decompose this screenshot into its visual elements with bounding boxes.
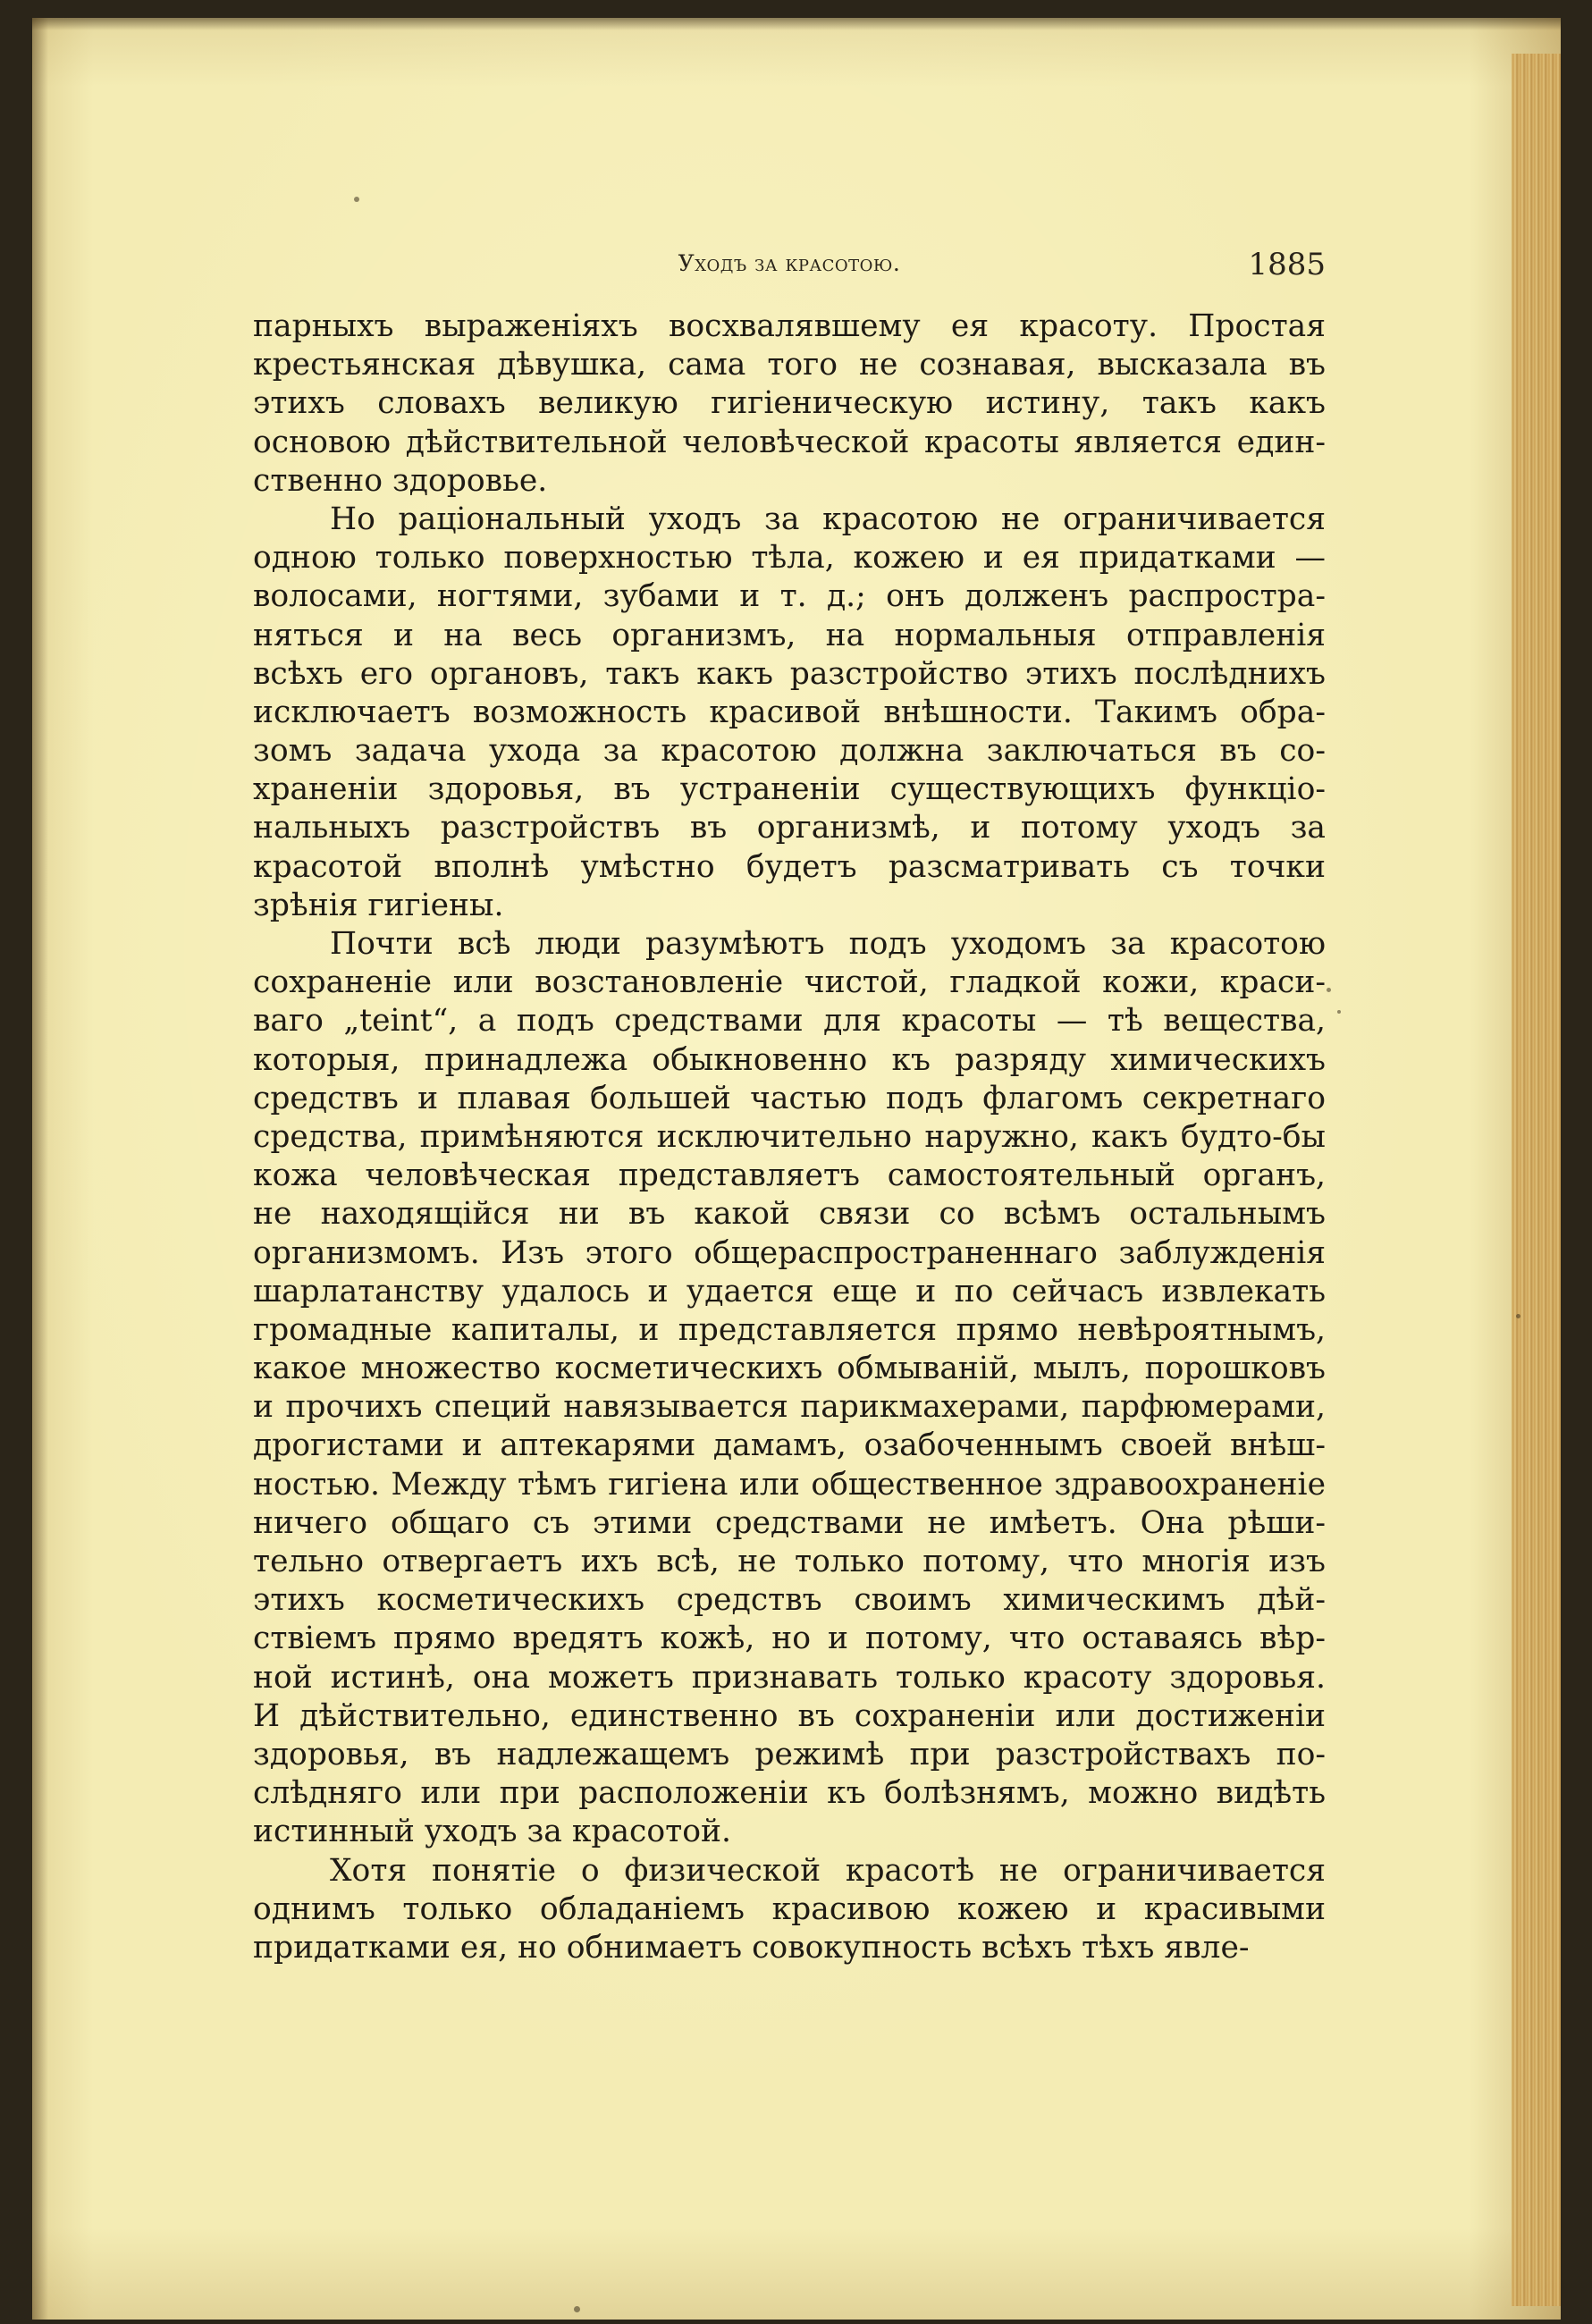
page-gutter-shadow bbox=[32, 18, 48, 2320]
text-line: нальныхъ разстройствъ въ организмѣ, и потому уходъ за bbox=[253, 810, 1326, 846]
page-content bbox=[253, 241, 1326, 1967]
text-line: ной истинѣ, она можетъ признавать только красоту здоровья. bbox=[253, 1659, 1326, 1696]
body-text bbox=[253, 307, 1326, 1967]
text-line: громадные капиталы, и представляется прямо невѣроятнымъ, bbox=[253, 1311, 1326, 1348]
ink-speck bbox=[354, 197, 359, 202]
page-edges-stack bbox=[1512, 54, 1561, 2306]
ink-speck bbox=[1337, 1010, 1341, 1014]
text-line: ностью. Между тѣмъ гигіена или общественное здравоохраненіе bbox=[253, 1466, 1326, 1503]
text-line: ственно здоровье. bbox=[253, 462, 548, 499]
text-line: слѣдняго или при расположеніи къ болѣзнямъ, можно видѣть bbox=[253, 1775, 1326, 1812]
paragraph bbox=[253, 925, 1326, 1852]
text-line: какое множество косметическихъ обмываній, мылъ, порошковъ bbox=[253, 1351, 1326, 1387]
text-line: крестьянская дѣвушка, сама того не сознавая, высказала въ bbox=[253, 347, 1326, 383]
text-line: однимъ только обладаніемъ красивою кожею и красивыми bbox=[253, 1890, 1326, 1927]
text-line: которыя, принадлежа обыкновенно къ разряду химическихъ bbox=[253, 1041, 1326, 1078]
text-line: ваго „teint“, а подъ средствами для красоты — тѣ вещества, bbox=[253, 1003, 1326, 1040]
running-head bbox=[253, 241, 1326, 284]
text-line: зрѣнія гигіены. bbox=[253, 887, 504, 923]
ink-speck bbox=[1516, 1314, 1520, 1318]
text-line: придатками ея, но обнимаетъ совокупность всѣхъ тѣхъ явле- bbox=[253, 1929, 1250, 1966]
text-line: истинный уходъ за красотой. bbox=[253, 1814, 731, 1850]
text-line: няться и на весь организмъ, на нормальныя отправленія bbox=[253, 617, 1326, 653]
text-line: средствъ и плавая большей частью подъ флагомъ секретнаго bbox=[253, 1080, 1326, 1116]
page-top-shadow bbox=[32, 18, 1561, 30]
text-line: всѣхъ его органовъ, такъ какъ разстройство этихъ послѣднихъ bbox=[253, 655, 1326, 692]
text-line: основою дѣйствительной человѣческой красоты является един- bbox=[253, 424, 1326, 460]
text-line: зомъ задача ухода за красотою должна заключаться въ со- bbox=[253, 733, 1326, 770]
page-number: 1885 bbox=[1248, 247, 1326, 282]
text-line: исключаетъ возможность красивой внѣшности. Такимъ обра- bbox=[253, 694, 1326, 730]
text-line: кожа человѣческая представляетъ самостоятельный органъ, bbox=[253, 1158, 1326, 1194]
text-line: этихъ косметическихъ средствъ своимъ химическимъ дѣй- bbox=[253, 1582, 1326, 1619]
text-line: парныхъ выраженіяхъ восхвалявшему ея красоту. Простая bbox=[253, 308, 1326, 344]
text-line: организмомъ. Изъ этого общераспространеннаго заблужденія bbox=[253, 1234, 1326, 1271]
text-line: дрогистами и аптекарями дамамъ, озабоченнымъ своей внѣш- bbox=[253, 1427, 1326, 1464]
ink-speck bbox=[1327, 988, 1331, 992]
text-line: Хотя понятіе о физической красотѣ не ограничивается bbox=[330, 1852, 1326, 1889]
text-line: ничего общаго съ этими средствами не имѣетъ. Она рѣши- bbox=[253, 1504, 1326, 1541]
text-line: Но раціональный уходъ за красотою не ограничивается bbox=[330, 501, 1326, 537]
text-line: И дѣйствительно, единственно въ сохраненіи или достиженіи bbox=[253, 1697, 1326, 1734]
text-line: и прочихъ специй навязывается парикмахерами, парфюмерами, bbox=[253, 1389, 1326, 1426]
text-line: средства, примѣняются исключительно наружно, какъ будто-бы bbox=[253, 1118, 1326, 1155]
text-line: красотой вполнѣ умѣстно будетъ разсматривать съ точки bbox=[253, 848, 1326, 885]
text-line: волосами, ногтями, зубами и т. д.; онъ долженъ распростра- bbox=[253, 578, 1326, 615]
paragraph bbox=[253, 1852, 1326, 1968]
text-line: ствіемъ прямо вредятъ кожѣ, но и потому, что оставаясь вѣр- bbox=[253, 1621, 1326, 1657]
text-line: Почти всѣ люди разумѣютъ подъ уходомъ за красотою bbox=[330, 926, 1326, 962]
text-line: шарлатанству удалось и удается еще и по сейчасъ извлекать bbox=[253, 1273, 1326, 1309]
running-title: Уходъ за красотою. bbox=[678, 250, 901, 276]
text-line: сохраненіе или возстановленіе чистой, гладкой кожи, краси- bbox=[253, 964, 1326, 1001]
text-line: одною только поверхностью тѣла, кожею и ея придатками — bbox=[253, 540, 1326, 577]
text-line: здоровья, въ надлежащемъ режимѣ при разстройствахъ по- bbox=[253, 1736, 1326, 1772]
text-line: тельно отвергаетъ ихъ всѣ, не только потому, что многія изъ bbox=[253, 1544, 1326, 1579]
paragraph bbox=[253, 307, 1326, 501]
ink-speck bbox=[574, 2306, 580, 2312]
text-line: не находящійся ни въ какой связи со всѣмъ остальнымъ bbox=[253, 1196, 1326, 1233]
text-line: храненіи здоровья, въ устраненіи существующихъ функціо- bbox=[253, 771, 1326, 808]
book-page bbox=[32, 18, 1561, 2320]
text-line: этихъ словахъ великую гигіеническую истину, такъ какъ bbox=[253, 385, 1326, 422]
paragraph bbox=[253, 501, 1326, 925]
